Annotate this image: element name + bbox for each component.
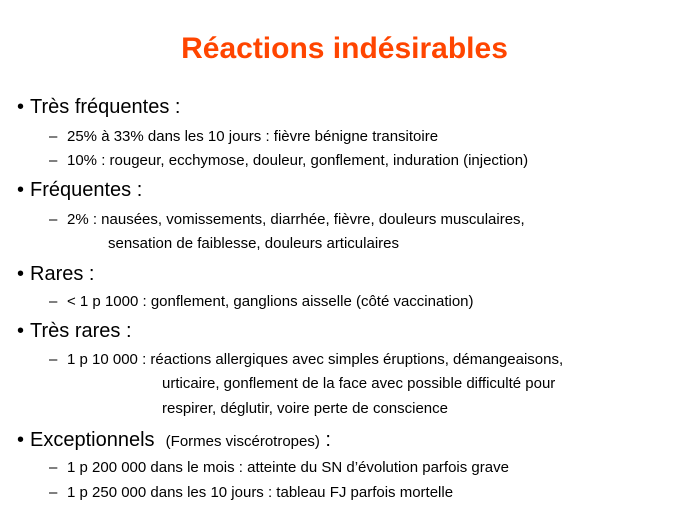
list-item	[49, 483, 453, 503]
dash-marker: –	[49, 484, 58, 501]
list-item-text: 10% : rougeur, ecchymose, douleur, gonflement, induration (injection)	[67, 152, 529, 169]
list-item	[49, 458, 509, 478]
section-heading-note: (Formes viscérotropes)	[165, 433, 320, 450]
list-item-text: 1 p 200 000 dans le mois : atteinte du SN d’évolution parfois grave	[67, 459, 509, 476]
dash-marker: –	[49, 128, 58, 145]
section-heading-label: Exceptionnels	[30, 429, 155, 451]
section-heading-suffix: :	[325, 429, 331, 451]
list-item	[49, 210, 525, 230]
bullet-marker: •	[17, 429, 25, 451]
section-heading-frequentes	[17, 178, 142, 202]
bullet-marker: •	[17, 96, 25, 118]
section-heading-tres-frequentes	[17, 95, 180, 119]
list-item-text: < 1 p 1000 : gonflement, ganglions aisselle (côté vaccination)	[67, 293, 474, 310]
section-heading-label: Fréquentes :	[30, 179, 143, 201]
section-heading-label: Très rares :	[30, 320, 132, 342]
dash-marker: –	[49, 351, 58, 368]
bullet-marker: •	[17, 320, 25, 342]
bullet-marker: •	[17, 179, 25, 201]
dash-marker: –	[49, 152, 58, 169]
bullet-marker: •	[17, 263, 25, 285]
list-item	[49, 292, 474, 312]
section-heading-label: Très fréquentes :	[30, 96, 181, 118]
section-heading-exceptionnels	[17, 428, 331, 454]
dash-marker: –	[49, 293, 58, 310]
list-item-text: 25% à 33% dans les 10 jours : fièvre bénigne transitoire	[67, 128, 439, 145]
list-item	[49, 350, 563, 370]
slide-title: Réactions indésirables	[181, 32, 508, 65]
list-item-text: 2% : nausées, vomissements, diarrhée, fièvre, douleurs musculaires,	[67, 211, 525, 228]
section-heading-tres-rares	[17, 319, 132, 343]
list-item	[49, 127, 438, 147]
list-item	[49, 151, 528, 171]
list-item-continuation: respirer, déglutir, voire perte de conscience	[162, 400, 448, 417]
list-item-text: 1 p 10 000 : réactions allergiques avec simples éruptions, démangeaisons,	[67, 351, 564, 368]
section-heading-rares	[17, 262, 94, 286]
section-heading-label: Rares :	[30, 263, 95, 285]
list-item-continuation: urticaire, gonflement de la face avec possible difficulté pour	[162, 375, 556, 392]
dash-marker: –	[49, 211, 58, 228]
list-item-continuation: sensation de faiblesse, douleurs articulaires	[108, 235, 399, 252]
list-item-text: 1 p 250 000 dans les 10 jours : tableau FJ parfois mortelle	[67, 484, 454, 501]
dash-marker: –	[49, 459, 58, 476]
